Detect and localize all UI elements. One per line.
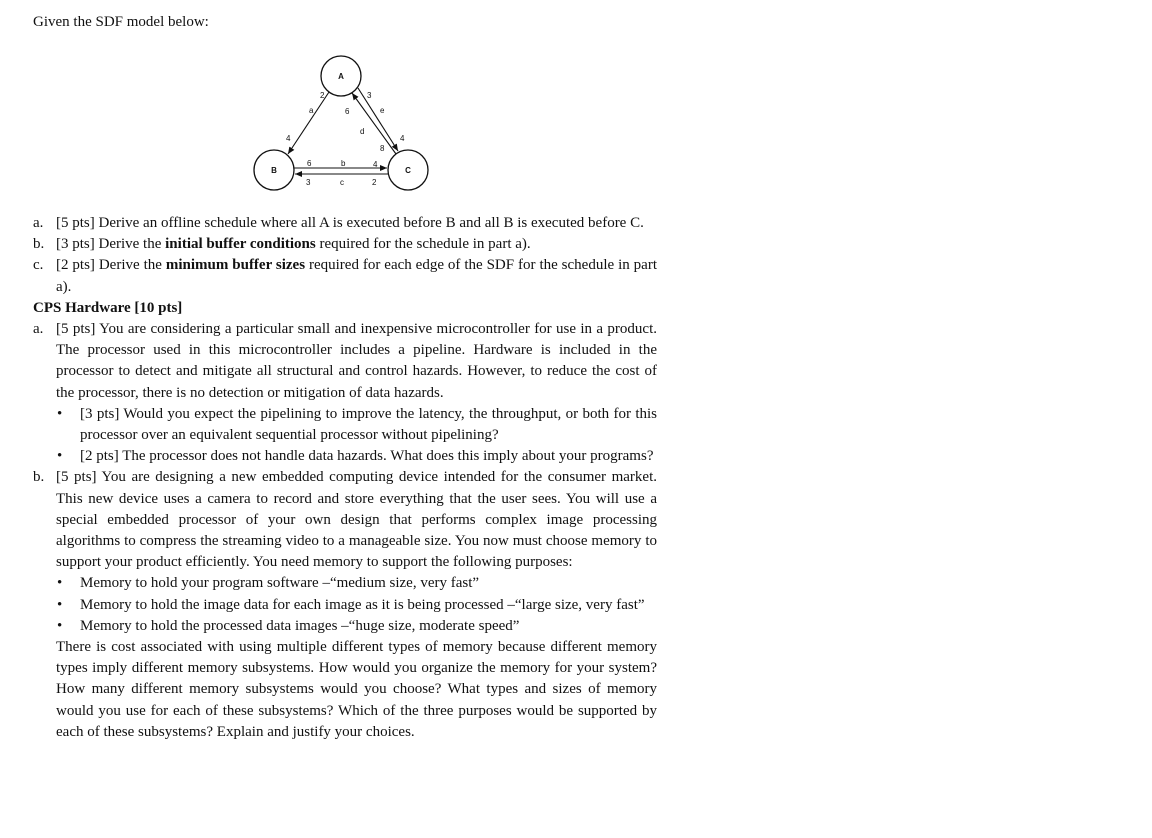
edge-a: [288, 92, 329, 154]
part2-a-bullet-2: [33, 446, 657, 467]
edge-label-b: b: [341, 159, 346, 168]
edge-label-e: e: [380, 106, 385, 115]
rate-e-at-a: 3: [367, 91, 372, 100]
bullet-icon: •: [57, 448, 63, 465]
rate-e-at-c: 4: [400, 134, 405, 143]
bullet-text: Memory to hold the image data for each image as it is being processed –“large size, very fast”: [80, 596, 645, 613]
part2-a-bullet-1: [33, 404, 657, 446]
part2-text-b: [5 pts] You are designing a new embedded computing device intended for the consumer market. This new device uses a camera to record and store everything that the user sees. You will use a special embedded processor of your own design that performs complex image processing algorithms to compress the streaming video to a manageable size. You now must choose memory to support your product efficiently. You need memory to support the following purposes:: [56, 469, 657, 571]
bullet-icon: •: [57, 575, 63, 592]
rate-a-at-b: 4: [286, 134, 291, 143]
part1-text-c-bold: minimum buffer sizes: [165, 257, 306, 274]
edge-label-a: a: [309, 106, 314, 115]
rate-d-at-c: 8: [380, 144, 385, 153]
part2-item-b: [33, 467, 657, 573]
part1-marker-a: a.: [33, 215, 44, 231]
part1-item-b: [33, 234, 657, 255]
rate-b-at-c: 4: [373, 160, 378, 169]
rate-c-at-b: 3: [306, 178, 311, 187]
part1-item-a: [33, 213, 657, 234]
part1-text-a: [5 pts] Derive an offline schedule where all A is executed before B and all B is executed before C.: [56, 215, 644, 231]
part1-text-b-bold: initial buffer conditions: [165, 236, 316, 253]
rate-c-at-c: 2: [372, 178, 377, 187]
bullet-text: Memory to hold the processed data images –“huge size, moderate speed”: [80, 617, 520, 634]
node-a-label: A: [338, 72, 344, 81]
edge-label-c: c: [340, 178, 344, 187]
part2-b-closing: There is cost associated with using multiple different types of memory because different memory types imply different memory subsystems. How would you organize the memory for your system? How many different memory subsystems would you choose? What types and sizes of memory would you use for each of these subsystems? Which of the three purposes would be supported by each of these subsystems? Explain and justify your choices.: [56, 639, 657, 740]
bullet-text: [3 pts] Would you expect the pipelining to improve the latency, the throughput, or both for this processor over an equivalent sequential processor without pipelining?: [80, 405, 657, 444]
bullet-icon: •: [57, 617, 63, 634]
bullet-icon: •: [57, 596, 63, 613]
rate-b-at-b: 6: [307, 159, 312, 168]
sdf-diagram: [0, 0, 1152, 210]
bullet-text: Memory to hold your program software –“medium size, very fast”: [80, 575, 480, 592]
node-c-label: C: [405, 166, 411, 175]
part1-marker-b: b.: [33, 236, 45, 253]
part1-item-c: [33, 255, 657, 297]
part1-marker-c: c.: [33, 257, 44, 274]
part2-b-bullet-1: [33, 573, 657, 594]
rate-d-at-a: 6: [345, 107, 350, 116]
question-text: [33, 213, 657, 743]
edge-label-d: d: [360, 127, 365, 136]
part2-marker-a: a.: [33, 321, 44, 338]
node-c: [388, 150, 428, 190]
bullet-icon: •: [57, 405, 63, 422]
node-a: [321, 56, 361, 96]
part2-marker-b: b.: [33, 469, 45, 486]
part1-text-c-post: required for each edge of the SDF for the schedule in part a).: [56, 257, 657, 295]
part1-text-b-pre: [3 pts] Derive the: [56, 236, 166, 253]
node-b: [254, 150, 294, 190]
section-heading: CPS Hardware [10 pts]: [33, 299, 183, 316]
part2-item-a: [33, 319, 657, 404]
intro-text: Given the SDF model below:: [33, 14, 209, 30]
part2-b-bullet-2: [33, 595, 657, 616]
part2-b-bullet-3: [33, 616, 657, 637]
node-b-label: B: [271, 166, 277, 175]
edge-d: [352, 93, 396, 154]
part1-text-c-pre: [2 pts] Derive the: [56, 257, 166, 274]
bullet-text: [2 pts] The processor does not handle data hazards. What does this imply about your programs?: [80, 448, 654, 465]
part2-text-a: [5 pts] You are considering a particular small and inexpensive microcontroller for use in a product. The processor used in this microcontroller includes a pipeline. Hardware is included in the processor to detect and mitigate all structural and control hazards. However, to reduce the cost of the processor, there is no detection or mitigation of data hazards.: [56, 321, 657, 401]
rate-a-at-a: 2: [320, 91, 325, 100]
part1-text-b-post: required for the schedule in part a).: [315, 236, 531, 253]
edge-e: [358, 88, 398, 151]
